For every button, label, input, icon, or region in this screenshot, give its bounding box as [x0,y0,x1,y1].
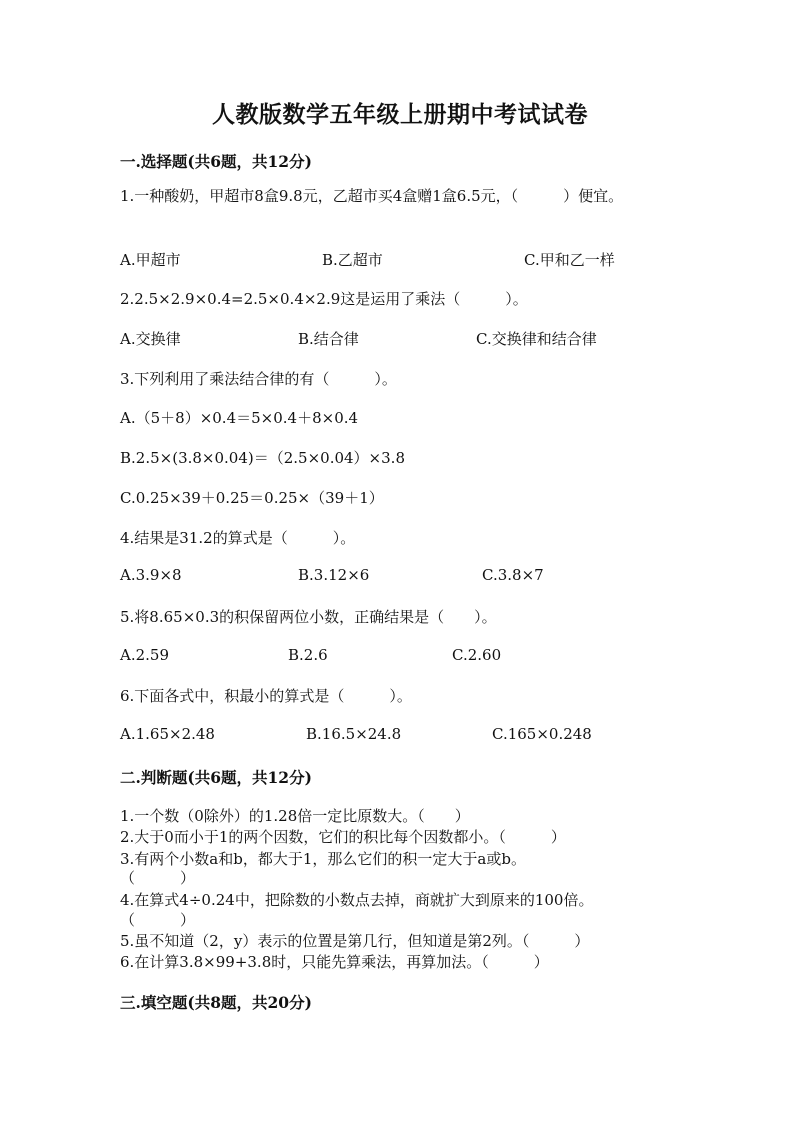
question-6-stem: 6.下面各式中，积最小的算式是（ ）。 [120,687,412,705]
exam-title: 人教版数学五年级上册期中考试试卷 [212,101,588,128]
judgement-line: 5.虽不知道（2，y）表示的位置是第几行，但知道是第2列。（ ） [120,932,590,950]
judgement-line: 3.有两个小数a和b，都大于1，那么它们的积一定大于a或b。 [120,850,526,868]
question-6-option-a: A.1.65×2.48 [120,725,215,743]
section-heading-judgement: 二.判断题(共6题，共12分) [120,768,312,787]
question-2-option-b: B.结合律 [298,330,359,348]
judgement-line: 6.在计算3.8×99+3.8时，只能先算乘法，再算加法。（ ） [120,953,549,971]
question-4-option-b: B.3.12×6 [298,566,370,584]
question-4-stem: 4.结果是31.2的算式是（ ）。 [120,529,356,547]
question-3-option-c: C.0.25×39＋0.25＝0.25×（39＋1） [120,489,384,507]
question-6-option-c: C.165×0.248 [492,725,592,743]
question-2-option-c: C.交换律和结合律 [476,330,597,348]
question-1-option-a: A.甲超市 [120,251,181,269]
question-1-option-c: C.甲和乙一样 [524,251,615,269]
question-3-option-b: B.2.5×(3.8×0.04)＝（2.5×0.04）×3.8 [120,449,405,467]
question-1-option-b: B.乙超市 [322,251,383,269]
judgement-line: 2.大于0而小于1的两个因数，它们的积比每个因数都小。（ ） [120,828,566,846]
question-3-option-a: A.（5＋8）×0.4＝5×0.4＋8×0.4 [120,409,359,427]
question-4-option-c: C.3.8×7 [482,566,544,584]
section-heading-choice: 一.选择题(共6题，共12分) [120,152,312,171]
question-5-option-b: B.2.6 [288,646,328,664]
question-5-option-a: A.2.59 [120,646,169,664]
judgement-answer-bracket: （ ） [120,911,196,929]
section-heading-fill-blank: 三.填空题(共8题，共20分) [120,993,312,1012]
question-3-stem: 3.下列利用了乘法结合律的有（ ）。 [120,370,397,388]
question-2-option-a: A.交换律 [120,330,181,348]
judgement-line: 4.在算式4÷0.24中，把除数的小数点去掉，商就扩大到原来的100倍。 [120,891,594,909]
judgement-answer-bracket: （ ） [120,869,196,887]
question-4-option-a: A.3.9×8 [120,566,182,584]
question-6-option-b: B.16.5×24.8 [306,725,402,743]
question-1-stem: 1.一种酸奶，甲超市8盒9.8元，乙超市买4盒赠1盒6.5元，（ ）便宜。 [120,187,624,205]
judgement-line: 1.一个数（0除外）的1.28倍一定比原数大。（ ） [120,807,470,825]
question-5-option-c: C.2.60 [452,646,502,664]
question-2-stem: 2.2.5×2.9×0.4=2.5×0.4×2.9这是运用了乘法（ ）。 [120,290,528,308]
question-5-stem: 5.将8.65×0.3的积保留两位小数，正确结果是（ ）。 [120,608,497,626]
